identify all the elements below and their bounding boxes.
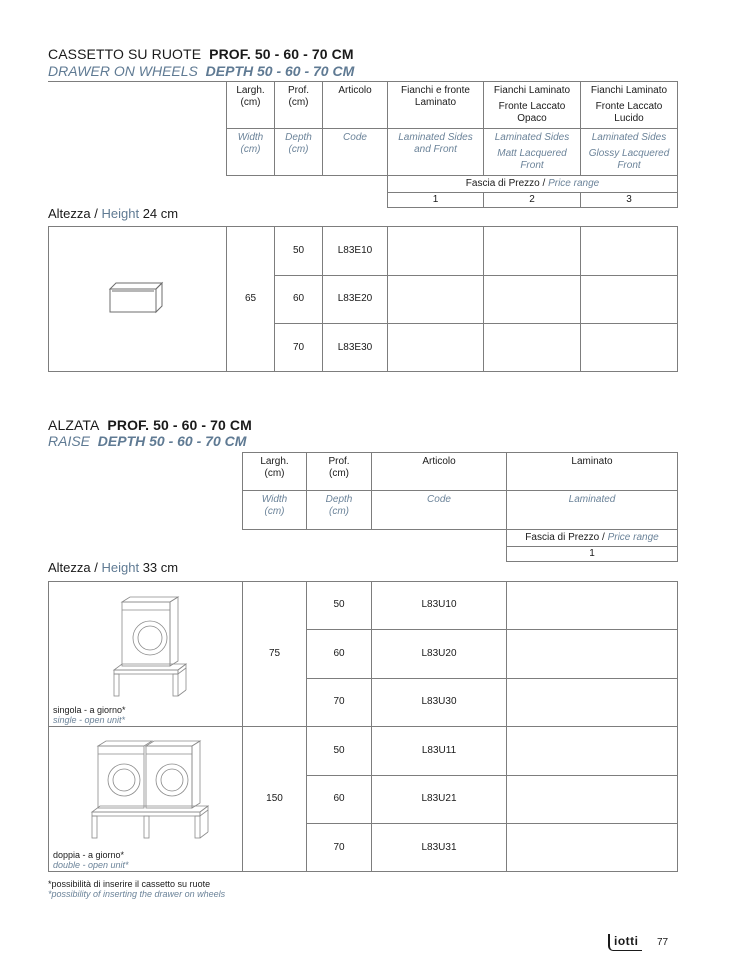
section1-subtitle-plain: DRAWER ON WHEELS [48, 63, 198, 79]
page-number: 77 [657, 937, 669, 948]
s2-g2-row2-code: L83U21 [421, 793, 457, 804]
s2-header-col1: Laminato [571, 456, 613, 467]
s2-price-bottom [506, 561, 678, 562]
section2-subtitle-bold: DEPTH 50 - 60 - 70 CM [97, 433, 247, 449]
s1-body-vline-6 [580, 226, 581, 372]
brand-logo-text: iotti [614, 934, 639, 948]
s1-height-it: Altezza / [48, 206, 98, 221]
s2-g2-row1-depth: 50 [333, 745, 345, 756]
s1-width-value: 65 [244, 293, 257, 304]
s1-header-width-en: Width (cm) [237, 132, 264, 155]
footnote-en: *possibility of inserting the drawer on wheels [48, 889, 226, 899]
single-raise-washer-illustration [108, 596, 190, 700]
s2-g1-row3-code: L83U30 [421, 696, 457, 707]
s1-price-range-it: Fascia di Prezzo / [465, 178, 546, 189]
s2-body-div-a1 [306, 629, 678, 630]
section2-title-plain: ALZATA [48, 417, 100, 433]
section1-title-bold: PROF. 50 - 60 - 70 CM [209, 46, 354, 62]
s2-height-en: Height [101, 560, 140, 575]
s1-header-col2: Fianchi Laminato [493, 85, 571, 96]
s1-body-bottom [48, 371, 678, 372]
footnote-it: *possibilità di inserire il cassetto su ruote [48, 879, 211, 889]
s2-g1-row3-depth: 70 [333, 696, 345, 707]
s1-price-col-2: 2 [529, 194, 535, 205]
s2-body-div-b1 [306, 775, 678, 776]
s2-body-vline-3 [371, 581, 372, 872]
s1-header-depth-en: Depth (cm) [285, 132, 312, 155]
s2-price-col-1: 1 [589, 548, 595, 559]
s2-group2-label [53, 850, 129, 870]
s2-body-vline-1 [242, 581, 243, 872]
s1-header-col3b: Fronte Laccato Lucido [595, 101, 663, 124]
s1-row3-code: L83E30 [337, 342, 373, 353]
s2-header-top [242, 452, 678, 453]
s2-height-label [48, 560, 178, 575]
s2-height-value: 33 cm [142, 560, 179, 575]
s2-header-divider [242, 490, 678, 491]
s1-height-label [48, 206, 178, 221]
s1-height-en: Height [101, 206, 140, 221]
s2-g2-row3-depth: 70 [333, 842, 345, 853]
s2-header-col1-en: Laminated [568, 494, 616, 505]
section1-header-bottom [226, 175, 678, 176]
s2-vline-4 [506, 452, 507, 561]
s2-price-range-en: Price range [607, 532, 659, 543]
section1-title [48, 46, 354, 62]
s2-group2-label-it: doppia - a giorno* [53, 850, 125, 860]
section2-subtitle [48, 433, 246, 449]
drawer-on-wheels-illustration [104, 280, 168, 316]
s2-header-bottom [242, 529, 678, 530]
s2-header-width: Largh. (cm) [260, 456, 289, 479]
s2-body-top [48, 581, 678, 582]
s1-price-col-3: 3 [626, 194, 632, 205]
s2-body-div-b2 [306, 823, 678, 824]
section1-vline-7 [677, 81, 678, 207]
s2-body-div-a2 [306, 678, 678, 679]
s1-header-col3-en: Laminated Sides [591, 132, 667, 143]
s2-body-vline-4 [506, 581, 507, 872]
s1-row2-depth: 60 [292, 293, 305, 304]
section1-header-divider [226, 128, 678, 129]
s2-group1-label-it: singola - a giorno* [53, 705, 126, 715]
s1-header-col2b: Fronte Laccato Opaco [498, 101, 566, 124]
s1-header-width: Largh. (cm) [236, 85, 265, 108]
s1-header-col3b-en: Glossy Lacquered Front [588, 148, 670, 171]
s1-row1-depth: 50 [292, 245, 305, 256]
s1-row3-depth: 70 [292, 342, 305, 353]
s1-header-col1-en: Laminated Sides and Front [398, 132, 473, 155]
section2-subtitle-plain: RAISE [48, 433, 91, 449]
s2-header-depth-en: Depth (cm) [325, 494, 353, 517]
s2-price-range [507, 532, 677, 544]
s2-g1-row2-code: L83U20 [421, 648, 457, 659]
s2-body-vline-5 [677, 581, 678, 872]
section2-title [48, 417, 252, 433]
s1-header-code: Articolo [338, 85, 372, 96]
section1-subtitle-bold: DEPTH 50 - 60 - 70 CM [205, 63, 355, 79]
s2-g1-row1-code: L83U10 [421, 599, 457, 610]
s2-header-depth: Prof. (cm) [328, 456, 350, 479]
s2-header-width-en: Width (cm) [261, 494, 288, 517]
section1-title-plain: CASSETTO SU RUOTE [48, 46, 202, 62]
section1-subtitle [48, 63, 354, 79]
section2-title-bold: PROF. 50 - 60 - 70 CM [107, 417, 252, 433]
s1-body-vline-0 [48, 226, 49, 372]
s1-price-col-1: 1 [432, 194, 439, 205]
s2-g2-row2-depth: 60 [333, 793, 345, 804]
s2-group2-label-en: double - open unit* [53, 860, 129, 870]
s1-row1-code: L83E10 [337, 245, 373, 256]
s1-height-value: 24 cm [142, 206, 179, 221]
s1-header-depth: Prof. (cm) [287, 85, 310, 108]
s2-body-group-div [48, 726, 678, 727]
s1-body-row-div2 [274, 323, 678, 324]
s2-group1-label [53, 705, 126, 725]
double-raise-washer-illustration [90, 740, 210, 844]
s1-price-range-en: Price range [548, 178, 600, 189]
s1-header-col3: Fianchi Laminato [590, 85, 668, 96]
s1-header-code-en: Code [343, 132, 367, 143]
s2-header-code: Articolo [422, 456, 456, 467]
section1-price-divider [387, 192, 678, 193]
s1-header-col2b-en: Matt Lacquered Front [497, 148, 567, 171]
s1-price-range [388, 178, 677, 190]
s1-row2-code: L83E20 [337, 293, 373, 304]
s1-header-col1: Fianchi e fronte Laminato [401, 85, 470, 108]
s2-body-vline-2 [306, 581, 307, 872]
s2-g1-row2-depth: 60 [333, 648, 345, 659]
s2-vline-5 [677, 452, 678, 561]
s2-group2-width: 150 [266, 793, 283, 804]
s2-height-it: Altezza / [48, 560, 98, 575]
brand-logo [608, 934, 642, 951]
s2-g2-row3-code: L83U31 [421, 842, 457, 853]
s2-group1-label-en: single - open unit* [53, 715, 126, 725]
s2-body-bottom [48, 871, 678, 872]
s2-g1-row1-depth: 50 [333, 599, 345, 610]
s2-g2-row1-code: L83U11 [421, 745, 457, 756]
section1-top-rule [48, 81, 678, 82]
s1-body-top [48, 226, 678, 227]
s1-body-vline-7 [677, 226, 678, 372]
s1-body-row-div1 [274, 275, 678, 276]
footnote [48, 879, 225, 899]
s1-body-vline-4 [387, 226, 388, 372]
s2-group1-width: 75 [268, 648, 281, 659]
s2-header-code-en: Code [427, 494, 451, 505]
s2-body-vline-0 [48, 581, 49, 872]
s1-body-vline-5 [483, 226, 484, 372]
s1-header-col2-en: Laminated Sides [494, 132, 570, 143]
section1-price-bottom [387, 207, 678, 208]
s2-price-divider [506, 546, 678, 547]
s2-price-range-it: Fascia di Prezzo / [525, 532, 605, 543]
